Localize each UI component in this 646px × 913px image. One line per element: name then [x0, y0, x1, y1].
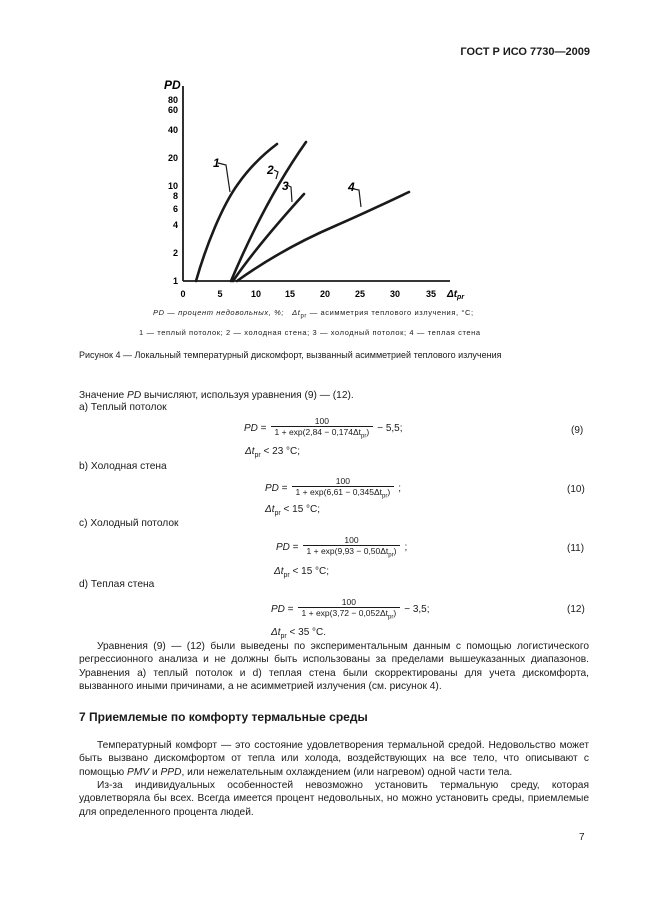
- equation-number: (10): [567, 484, 585, 495]
- x-tick: 0: [180, 289, 186, 299]
- eq-label-cold-wall: b) Холодная стена: [79, 461, 167, 472]
- x-tick: 30: [389, 289, 401, 299]
- figure-legend-line-1: PD — процент недовольных, %; $\Delta t_{pr}$ — асимметрия теплового излучения, °С;: [153, 308, 474, 320]
- paragraph-derivation: Уравнения (9) — (12) были выведены по экспериментальным данным с помощью логистического регрессионного анализа и не должны быть использованы за пределами вышеуказанных диапазонов. Уравнения а) теплый потолок и d) теплая стена были скорректированы для учета дискомфорта, вызванного иными причинами, а не асимметрией излучения (см. рисунок 4).: [79, 641, 589, 693]
- curve-label: 3: [282, 179, 289, 193]
- intro-line: Значение PD вычисляют, используя уравнения (9) — (12).: [79, 390, 354, 401]
- y-tick: 8: [172, 191, 178, 201]
- figure-caption: Рисунок 4 — Локальный температурный дискомфорт, вызванный асимметрией теплового излучения: [79, 350, 502, 360]
- paragraph-thermal-comfort: Температурный комфорт — это состояние удовлетворения термальной средой. Недовольство может быть вызвано дискомфортом от тепла или холода, воздействующих на все тело, что описывают с помощью PMV и PPD, или нежелательным охлаждением (или нагревом) одной части тела.: [79, 740, 589, 778]
- equation-condition: $\Delta t_{pr} < 23$ °С;: [245, 446, 301, 459]
- x-tick: 15: [284, 289, 296, 299]
- y-axis-label: PD: [164, 78, 181, 92]
- curve-label: 2: [267, 163, 274, 177]
- equation-9: PD = $\frac{100}{1 + \exp(2,84 - 0,174\Delta t_{pr})}$ − 5,5;: [244, 416, 403, 440]
- curve-label-leader: [218, 163, 230, 192]
- page-number: 7: [579, 832, 585, 843]
- curve-warm-ceiling: [196, 144, 277, 281]
- curve-cold-ceiling: [233, 194, 304, 281]
- equation-number: (12): [567, 604, 585, 615]
- section-heading: 7 Приемлемые по комфорту термальные среды: [79, 710, 368, 724]
- curve-label: 1: [213, 156, 220, 170]
- equation-12: PD = $\frac{100}{1 + \exp(3,72 - 0,052\Delta t_{pr})}$ − 3,5;: [271, 597, 430, 621]
- y-tick: 1: [172, 276, 178, 286]
- equation-11: PD = $\frac{100}{1 + \exp(9,93 - 0,50\Delta t_{pr})}$ ;: [276, 535, 408, 559]
- x-tick: 5: [217, 289, 223, 299]
- eq-label-warm-ceiling: a) Теплый потолок: [79, 402, 167, 413]
- y-tick: 60: [167, 105, 178, 115]
- x-tick: 35: [425, 289, 437, 299]
- eq-label-cold-ceiling: c) Холодный потолок: [79, 518, 179, 529]
- y-tick: 6: [172, 204, 178, 214]
- curve-label-leader: [274, 170, 278, 179]
- x-tick: 25: [354, 289, 366, 299]
- y-tick: 2: [172, 248, 178, 258]
- equation-10: PD = $\frac{100}{1 + \exp(6,61 - 0,345\Delta t_{pr})}$ ;: [265, 476, 401, 500]
- x-tick: 10: [250, 289, 262, 299]
- figure-legend-line-2: 1 — теплый потолок; 2 — холодная стена; 3 — холодный потолок; 4 — теплая стена: [139, 328, 481, 337]
- standard-header: ГОСТ Р ИСО 7730—2009: [460, 46, 590, 58]
- equation-condition: $\Delta t_{pr} < 15$ °С;: [274, 566, 330, 579]
- x-axis-label: $\Delta t_{pr}$: [447, 289, 465, 301]
- equation-number: (11): [567, 543, 585, 554]
- y-tick: 40: [167, 125, 178, 135]
- equation-number: (9): [571, 425, 584, 436]
- equation-condition: $\Delta t_{pr} < 35$ °С.: [271, 627, 327, 640]
- y-tick: 4: [172, 220, 178, 230]
- pd-asymmetry-figure: [150, 76, 480, 301]
- curve-label: 4: [348, 180, 355, 194]
- x-tick: 20: [319, 289, 331, 299]
- equation-condition: $\Delta t_{pr} < 15$ °С;: [265, 504, 321, 517]
- y-tick: 80: [167, 95, 178, 105]
- paragraph-individual-differences: Из-за индивидуальных особенностей невозможно установить термальную среду, которая удовлетворяла бы всех. Всегда имеется процент недовольных, но можно установить среды, приемлемые для определенного процента людей.: [79, 780, 589, 818]
- y-tick: 20: [167, 153, 178, 163]
- eq-label-warm-wall: d) Теплая стена: [79, 579, 155, 590]
- y-tick: 10: [167, 181, 178, 191]
- curve-warm-wall: [237, 192, 409, 281]
